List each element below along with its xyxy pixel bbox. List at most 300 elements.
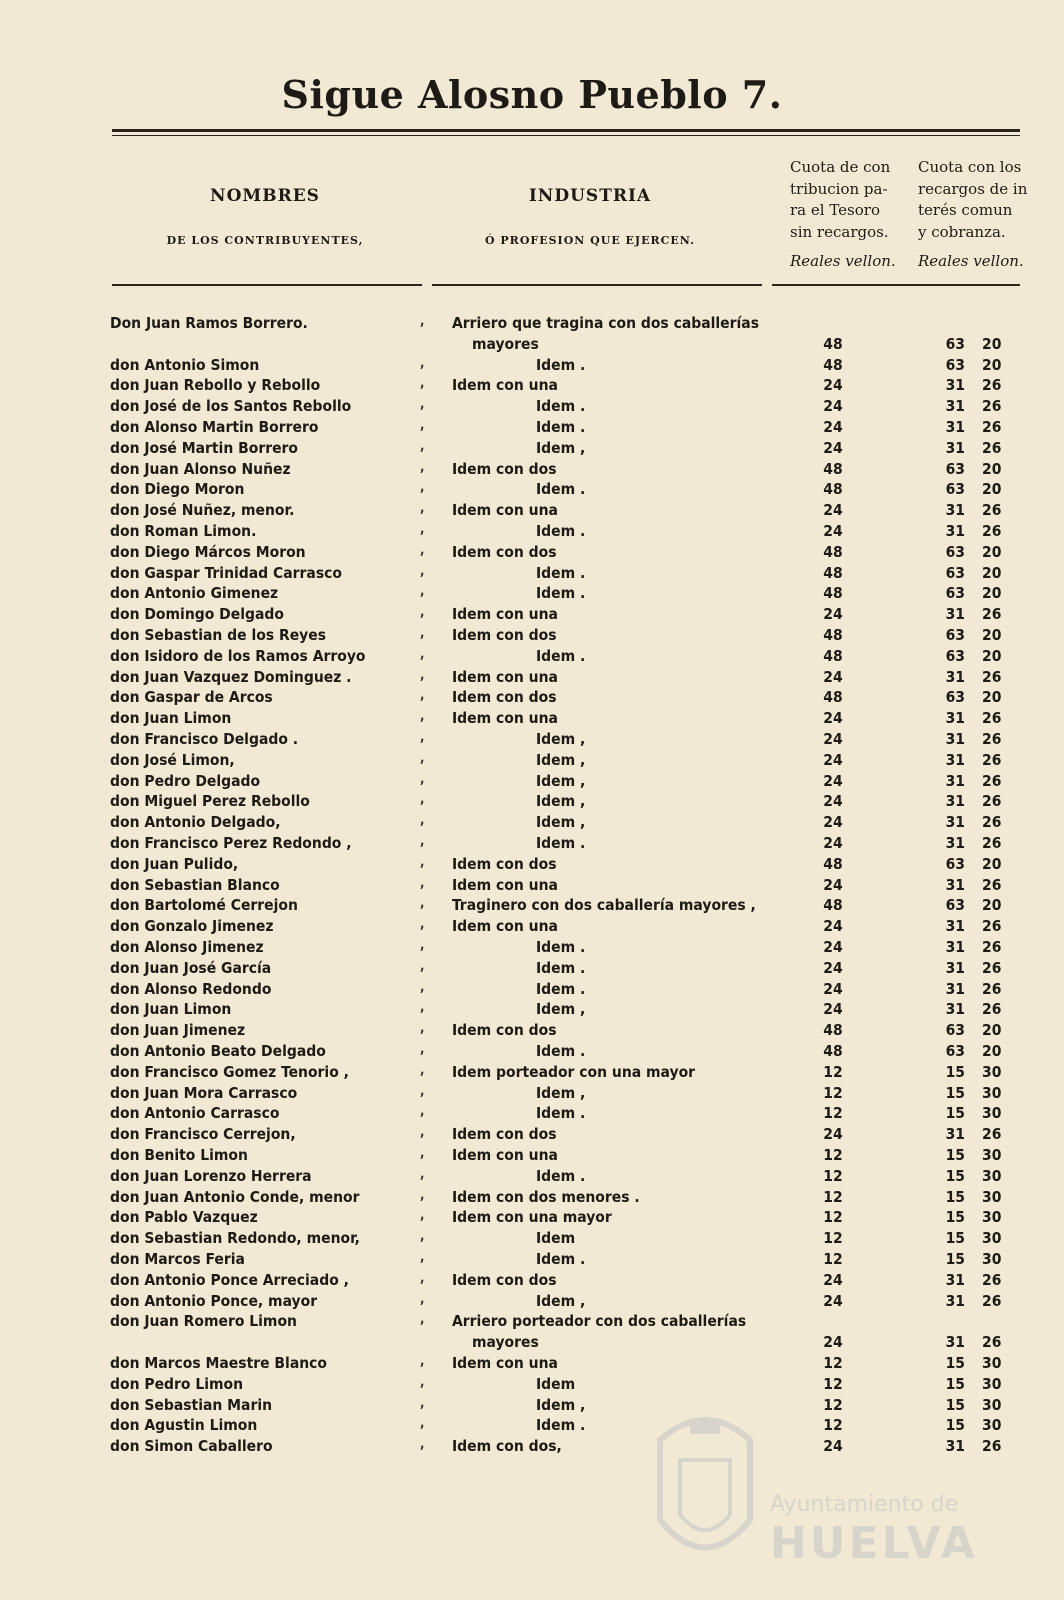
cuota-recargos-fraction: 20 bbox=[982, 1042, 1002, 1060]
industry-text: Idem con dos bbox=[452, 1021, 557, 1040]
table-row bbox=[0, 980, 1064, 1000]
separator-mark: , bbox=[420, 792, 425, 808]
table-row bbox=[0, 1354, 1064, 1374]
contributor-name: don Benito Limon bbox=[110, 1146, 248, 1164]
separator-mark: , bbox=[420, 1125, 425, 1141]
industry-text: Idem , bbox=[536, 750, 586, 769]
cuota-tesoro: 12 bbox=[823, 1083, 843, 1102]
separator-mark: , bbox=[420, 1000, 425, 1016]
industry-text: Idem con dos bbox=[452, 688, 557, 707]
separator-mark: , bbox=[420, 771, 425, 787]
contributor-name: don Antonio Ponce, mayor bbox=[110, 1291, 318, 1310]
industry-text: Idem . bbox=[536, 646, 586, 665]
cuota-recargos-reales: 31 bbox=[945, 605, 965, 624]
cuota-recargos-fraction: 26 bbox=[982, 397, 1002, 416]
cuota-recargos-reales: 63 bbox=[945, 1042, 965, 1060]
cuota-recargos-reales: 31 bbox=[945, 1125, 965, 1144]
separator-mark: , bbox=[420, 958, 425, 974]
cuota-tesoro: 48 bbox=[823, 334, 843, 353]
contributor-name: don Juan Antonio Conde, menor bbox=[110, 1187, 360, 1206]
cuota-tesoro: 24 bbox=[823, 834, 843, 852]
cuota-tesoro: 24 bbox=[823, 1291, 843, 1310]
cuota-recargos-fraction: 26 bbox=[982, 1270, 1002, 1289]
header-nombres-sub-label: DE LOS CONTRIBUYENTES, bbox=[166, 234, 364, 247]
industry-text: Idem con una bbox=[452, 1146, 558, 1164]
cuota-recargos-reales: 15 bbox=[945, 1104, 965, 1123]
cuota-tesoro: 24 bbox=[823, 501, 843, 520]
cuota-tesoro: 48 bbox=[823, 688, 843, 707]
cuota-recargos-fraction: 30 bbox=[982, 1187, 1002, 1206]
separator-mark: , bbox=[420, 459, 425, 475]
separator-mark: , bbox=[420, 750, 425, 766]
table-row bbox=[0, 813, 1064, 833]
cuota-tesoro: 48 bbox=[823, 646, 843, 665]
cuota-recargos-reales: 63 bbox=[945, 896, 965, 915]
contributor-name: don Sebastian Redondo, menor, bbox=[110, 1229, 360, 1248]
cuota-tesoro: 12 bbox=[823, 1395, 843, 1414]
cuota-recargos-fraction: 20 bbox=[982, 459, 1002, 478]
table-row bbox=[0, 1375, 1064, 1395]
industry-text: Idem . bbox=[536, 397, 586, 416]
industry-text: Idem bbox=[536, 1229, 576, 1248]
table-row bbox=[0, 1146, 1064, 1166]
cuota-tesoro: 24 bbox=[823, 771, 843, 790]
cuota-tesoro: 24 bbox=[823, 730, 843, 748]
cuota-recargos-fraction: 30 bbox=[982, 1395, 1002, 1414]
industry-text: Idem , bbox=[536, 792, 586, 811]
contributor-name: don José Limon, bbox=[110, 750, 235, 769]
industry-text: Idem . bbox=[536, 1104, 586, 1123]
cuota-recargos-reales: 31 bbox=[945, 438, 965, 457]
industry-text: Idem , bbox=[536, 771, 586, 790]
cuota-tesoro: 12 bbox=[823, 1208, 843, 1227]
industry-text: Idem . bbox=[536, 938, 586, 956]
cuota-tesoro: 24 bbox=[823, 376, 843, 395]
industry-text: Idem con dos bbox=[452, 1125, 557, 1144]
contributor-name: don Francisco Cerrejon, bbox=[110, 1125, 296, 1144]
cuota-recargos-reales: 63 bbox=[945, 626, 965, 644]
table-row bbox=[0, 460, 1064, 480]
cuota-tesoro: 24 bbox=[823, 418, 843, 436]
cuota-recargos-reales: 31 bbox=[945, 813, 965, 832]
contributor-name: don Marcos Maestre Blanco bbox=[110, 1354, 328, 1372]
contributor-name: don Pedro Delgado bbox=[110, 771, 261, 790]
separator-mark: , bbox=[420, 1395, 425, 1411]
separator-mark: , bbox=[420, 1187, 425, 1203]
separator-mark: , bbox=[420, 1416, 425, 1432]
contributor-name: don Juan Limon bbox=[110, 709, 232, 728]
cuota-recargos-fraction: 26 bbox=[982, 1125, 1002, 1144]
cuota-recargos-fraction: 26 bbox=[982, 730, 1002, 748]
cuota-tesoro: 12 bbox=[823, 1166, 843, 1185]
header-underline-nombres bbox=[112, 284, 422, 286]
table-row bbox=[0, 876, 1064, 896]
contributor-name: don Sebastian Blanco bbox=[110, 875, 280, 894]
industry-text: Idem con una bbox=[452, 875, 558, 894]
cuota-recargos-fraction: 26 bbox=[982, 958, 1002, 977]
header-industria-sub-label: Ó PROFESION QUE EJERCEN. bbox=[485, 234, 695, 247]
table-row bbox=[0, 605, 1064, 625]
industry-text: Idem con dos bbox=[452, 1270, 557, 1289]
cuota-tesoro: 12 bbox=[823, 1354, 843, 1372]
cuota-tesoro: 24 bbox=[823, 397, 843, 416]
separator-mark: , bbox=[420, 605, 425, 621]
contributor-name: don Alonso Martin Borrero bbox=[110, 418, 319, 436]
cuota-tesoro: 24 bbox=[823, 522, 843, 540]
contributor-name: don Simon Caballero bbox=[110, 1437, 273, 1456]
cuota-tesoro: 12 bbox=[823, 1062, 843, 1081]
cuota-recargos-reales: 31 bbox=[945, 979, 965, 998]
table-row bbox=[0, 1188, 1064, 1208]
cuota-recargos-reales: 31 bbox=[945, 938, 965, 956]
contributor-name: don Alonso Redondo bbox=[110, 979, 272, 998]
cuota-recargos-fraction: 26 bbox=[982, 792, 1002, 811]
contributor-name: don Antonio Gimenez bbox=[110, 584, 279, 603]
table-row-continuation bbox=[0, 1333, 1064, 1353]
contributor-name: don Domingo Delgado bbox=[110, 605, 284, 624]
cuota-recargos-reales: 31 bbox=[945, 771, 965, 790]
cuota-recargos-fraction: 26 bbox=[982, 522, 1002, 540]
cuota-recargos-reales: 15 bbox=[945, 1229, 965, 1248]
separator-mark: , bbox=[420, 1166, 425, 1182]
cuota-tesoro: 24 bbox=[823, 1125, 843, 1144]
contributor-name: don Diego Moron bbox=[110, 480, 245, 499]
industry-text: Idem . bbox=[536, 563, 586, 582]
cuota-recargos-reales: 31 bbox=[945, 834, 965, 852]
contributor-name: don Gaspar Trinidad Carrasco bbox=[110, 563, 342, 582]
industry-text: Traginero con dos caballería mayores , bbox=[452, 896, 756, 915]
cuota-recargos-fraction: 30 bbox=[982, 1146, 1002, 1164]
table-row bbox=[0, 668, 1064, 688]
contributor-name: don Diego Márcos Moron bbox=[110, 542, 306, 561]
contributor-name: don Antonio Carrasco bbox=[110, 1104, 280, 1123]
industry-text: Idem con dos bbox=[452, 626, 557, 644]
cuota-tesoro: 12 bbox=[823, 1146, 843, 1164]
separator-mark: , bbox=[420, 1146, 425, 1161]
table-row bbox=[0, 1271, 1064, 1291]
cuota-recargos-fraction: 30 bbox=[982, 1166, 1002, 1185]
cuota-tesoro: 24 bbox=[823, 792, 843, 811]
cuota-tesoro: 48 bbox=[823, 1042, 843, 1060]
cuota-tesoro: 24 bbox=[823, 813, 843, 832]
cuota-recargos-fraction: 26 bbox=[982, 771, 1002, 790]
watermark bbox=[650, 1400, 980, 1590]
industry-continuation: mayores bbox=[472, 1333, 539, 1352]
contributor-name: don Juan Vazquez Dominguez . bbox=[110, 667, 352, 686]
industry-text: Idem bbox=[536, 1374, 576, 1393]
contributor-name: don Pablo Vazquez bbox=[110, 1208, 258, 1227]
page-title: Sigue Alosno Pueblo 7. bbox=[281, 72, 783, 117]
industry-text: Idem , bbox=[536, 1000, 586, 1019]
header-units-1: Reales vellon. bbox=[790, 252, 896, 270]
separator-mark: , bbox=[420, 1354, 425, 1369]
cuota-tesoro: 24 bbox=[823, 605, 843, 624]
industry-text: Idem con dos, bbox=[452, 1437, 562, 1456]
separator-mark: , bbox=[420, 438, 425, 454]
cuota-recargos-fraction: 30 bbox=[982, 1208, 1002, 1227]
separator-mark: , bbox=[420, 938, 425, 953]
separator-mark: , bbox=[420, 563, 425, 579]
contributor-name: don Juan Romero Limon bbox=[110, 1312, 297, 1331]
industry-text: Idem con dos menores . bbox=[452, 1187, 640, 1206]
industry-text: Idem . bbox=[536, 1042, 586, 1060]
cuota-recargos-reales: 63 bbox=[945, 646, 965, 665]
separator-mark: , bbox=[420, 1062, 425, 1078]
cuota-recargos-reales: 31 bbox=[945, 1333, 965, 1352]
cuota-tesoro: 24 bbox=[823, 438, 843, 457]
industry-text: Idem , bbox=[536, 1395, 586, 1414]
cuota-tesoro: 24 bbox=[823, 750, 843, 769]
cuota-recargos-reales: 63 bbox=[945, 480, 965, 499]
cuota-recargos-fraction: 20 bbox=[982, 334, 1002, 353]
table-row bbox=[0, 917, 1064, 937]
table-row bbox=[0, 730, 1064, 750]
cuota-recargos-reales: 31 bbox=[945, 501, 965, 520]
contributor-name: don Sebastian Marin bbox=[110, 1395, 273, 1414]
separator-mark: , bbox=[420, 626, 425, 641]
table-row bbox=[0, 522, 1064, 542]
table-row bbox=[0, 834, 1064, 854]
cuota-recargos-fraction: 26 bbox=[982, 938, 1002, 956]
cuota-tesoro: 48 bbox=[823, 542, 843, 561]
watermark-line2: HUELVA bbox=[770, 1518, 978, 1569]
cuota-recargos-reales: 15 bbox=[945, 1146, 965, 1164]
industry-text: Idem , bbox=[536, 813, 586, 832]
table-row bbox=[0, 1104, 1064, 1124]
table-row bbox=[0, 626, 1064, 646]
industry-text: Idem , bbox=[536, 730, 586, 748]
cuota-tesoro: 24 bbox=[823, 1000, 843, 1019]
cuota-recargos-fraction: 30 bbox=[982, 1354, 1002, 1372]
table-row bbox=[0, 564, 1064, 584]
separator-mark: , bbox=[420, 1229, 425, 1245]
cuota-recargos-reales: 31 bbox=[945, 1291, 965, 1310]
table-row bbox=[0, 1125, 1064, 1145]
table-row bbox=[0, 688, 1064, 708]
industry-text: Idem . bbox=[536, 979, 586, 998]
cuota-recargos-fraction: 30 bbox=[982, 1416, 1002, 1435]
cuota-recargos-fraction: 26 bbox=[982, 501, 1002, 520]
cuota-recargos-fraction: 20 bbox=[982, 542, 1002, 561]
cuota-recargos-fraction: 30 bbox=[982, 1083, 1002, 1102]
cuota-recargos-reales: 31 bbox=[945, 792, 965, 811]
separator-mark: , bbox=[420, 1437, 425, 1453]
separator-mark: , bbox=[420, 1208, 425, 1224]
table-row bbox=[0, 896, 1064, 916]
industry-text: Idem . bbox=[536, 584, 586, 603]
table-row bbox=[0, 792, 1064, 812]
cuota-recargos-reales: 63 bbox=[945, 1021, 965, 1040]
cuota-tesoro: 12 bbox=[823, 1416, 843, 1435]
title-rule bbox=[112, 129, 1020, 132]
cuota-recargos-fraction: 20 bbox=[982, 646, 1002, 665]
table-row bbox=[0, 356, 1064, 376]
table-row bbox=[0, 1167, 1064, 1187]
cuota-recargos-reales: 15 bbox=[945, 1395, 965, 1414]
contributor-name: don Antonio Beato Delgado bbox=[110, 1042, 326, 1060]
cuota-tesoro: 48 bbox=[823, 480, 843, 499]
cuota-recargos-reales: 31 bbox=[945, 1270, 965, 1289]
industry-text: Idem con una mayor bbox=[452, 1208, 612, 1227]
contributor-name: don Francisco Gomez Tenorio , bbox=[110, 1062, 349, 1081]
separator-mark: , bbox=[420, 542, 425, 558]
table-row bbox=[0, 709, 1064, 729]
cuota-recargos-fraction: 26 bbox=[982, 1437, 1002, 1456]
separator-mark: , bbox=[420, 1042, 425, 1057]
cuota-recargos-fraction: 30 bbox=[982, 1229, 1002, 1248]
table-row bbox=[0, 1208, 1064, 1228]
watermark-line1: Ayuntamiento de bbox=[770, 1492, 959, 1517]
cuota-recargos-reales: 15 bbox=[945, 1354, 965, 1372]
cuota-tesoro: 12 bbox=[823, 1104, 843, 1123]
cuota-tesoro: 24 bbox=[823, 1437, 843, 1456]
cuota-tesoro: 24 bbox=[823, 979, 843, 998]
contributor-name: don Agustin Limon bbox=[110, 1416, 258, 1435]
industry-text: Idem con una bbox=[452, 1354, 558, 1372]
table-row bbox=[0, 1000, 1064, 1020]
cuota-recargos-fraction: 30 bbox=[982, 1374, 1002, 1393]
cuota-tesoro: 24 bbox=[823, 667, 843, 686]
industry-text: Idem con una bbox=[452, 667, 558, 686]
table-row bbox=[0, 1042, 1064, 1062]
separator-mark: , bbox=[420, 1270, 425, 1286]
table-row bbox=[0, 1063, 1064, 1083]
industry-text: Idem . bbox=[536, 480, 586, 499]
cuota-recargos-reales: 63 bbox=[945, 459, 965, 478]
cuota-recargos-fraction: 20 bbox=[982, 626, 1002, 644]
separator-mark: , bbox=[420, 854, 425, 870]
separator-mark: , bbox=[420, 834, 425, 849]
cuota-recargos-fraction: 26 bbox=[982, 709, 1002, 728]
table-row bbox=[0, 1084, 1064, 1104]
header-industria-label: INDUSTRIA bbox=[528, 186, 652, 206]
cuota-recargos-fraction: 20 bbox=[982, 584, 1002, 603]
cuota-recargos-fraction: 30 bbox=[982, 1104, 1002, 1123]
cuota-recargos-fraction: 26 bbox=[982, 750, 1002, 769]
cuota-recargos-fraction: 26 bbox=[982, 667, 1002, 686]
table-row bbox=[0, 647, 1064, 667]
separator-mark: , bbox=[420, 917, 425, 933]
separator-mark: , bbox=[420, 979, 425, 995]
cuota-tesoro: 48 bbox=[823, 896, 843, 915]
cuota-recargos-reales: 31 bbox=[945, 1437, 965, 1456]
industry-text: Idem . bbox=[536, 522, 586, 540]
header-cuota-tesoro: Cuota de con tribucion pa- ra el Tesoro sin recargos. bbox=[790, 158, 891, 241]
separator-mark: , bbox=[420, 376, 425, 392]
cuota-recargos-reales: 31 bbox=[945, 418, 965, 436]
separator-mark: , bbox=[420, 1374, 425, 1390]
industry-text: Idem con una bbox=[452, 501, 558, 520]
contributor-name: don Alonso Jimenez bbox=[110, 938, 264, 956]
separator-mark: , bbox=[420, 1083, 425, 1099]
cuota-tesoro: 24 bbox=[823, 1333, 843, 1352]
industry-text: Idem , bbox=[536, 438, 586, 457]
cuota-recargos-reales: 15 bbox=[945, 1374, 965, 1393]
header-nombres-label: NOMBRES bbox=[210, 186, 320, 206]
cuota-recargos-reales: 31 bbox=[945, 875, 965, 894]
table-row bbox=[0, 751, 1064, 771]
cuota-recargos-reales: 63 bbox=[945, 563, 965, 582]
cuota-tesoro: 48 bbox=[823, 854, 843, 873]
header-nombres bbox=[110, 186, 420, 206]
contributor-name: don Juan José García bbox=[110, 958, 272, 977]
contributor-name: don Juan Rebollo y Rebollo bbox=[110, 376, 321, 395]
separator-mark: , bbox=[420, 896, 425, 912]
cuota-recargos-fraction: 20 bbox=[982, 896, 1002, 915]
table-row bbox=[0, 855, 1064, 875]
contributor-name: don Antonio Ponce Arreciado , bbox=[110, 1270, 349, 1289]
contributor-name: don Gonzalo Jimenez bbox=[110, 917, 274, 936]
contributor-name: don Antonio Delgado, bbox=[110, 813, 281, 832]
cuota-recargos-reales: 63 bbox=[945, 584, 965, 603]
table-row bbox=[0, 1312, 1064, 1332]
cuota-tesoro: 24 bbox=[823, 875, 843, 894]
contributor-name: don Isidoro de los Ramos Arroyo bbox=[110, 646, 366, 665]
cuota-tesoro: 12 bbox=[823, 1229, 843, 1248]
cuota-tesoro: 12 bbox=[823, 1187, 843, 1206]
cuota-recargos-reales: 31 bbox=[945, 750, 965, 769]
cuota-recargos-fraction: 26 bbox=[982, 917, 1002, 936]
industry-text: Idem . bbox=[536, 1250, 586, 1268]
table-row bbox=[0, 1292, 1064, 1312]
contributor-name: don Miguel Perez Rebollo bbox=[110, 792, 310, 811]
industry-text: Idem , bbox=[536, 1291, 586, 1310]
cuota-tesoro: 48 bbox=[823, 459, 843, 478]
contributor-name: don Bartolomé Cerrejon bbox=[110, 896, 298, 915]
cuota-recargos-reales: 31 bbox=[945, 730, 965, 748]
table-row bbox=[0, 543, 1064, 563]
separator-mark: , bbox=[420, 730, 425, 745]
industry-text: Idem . bbox=[536, 418, 586, 436]
cuota-recargos-fraction: 30 bbox=[982, 1062, 1002, 1081]
cuota-recargos-reales: 15 bbox=[945, 1208, 965, 1227]
title-rule-thin bbox=[112, 135, 1020, 136]
cuota-recargos-fraction: 26 bbox=[982, 376, 1002, 395]
cuota-recargos-reales: 63 bbox=[945, 334, 965, 353]
cuota-tesoro: 12 bbox=[823, 1250, 843, 1268]
header-industria-sub bbox=[430, 234, 750, 247]
industry-text: Idem con dos bbox=[452, 542, 557, 561]
cuota-tesoro: 48 bbox=[823, 563, 843, 582]
cuota-recargos-fraction: 20 bbox=[982, 1021, 1002, 1040]
contributor-name: don José de los Santos Rebollo bbox=[110, 397, 352, 416]
contributor-name: don Juan Mora Carrasco bbox=[110, 1083, 298, 1102]
contributor-name: don Antonio Simon bbox=[110, 355, 260, 374]
contributor-name: don Roman Limon. bbox=[110, 522, 257, 540]
contributor-name: don José Martin Borrero bbox=[110, 438, 299, 457]
cuota-recargos-fraction: 30 bbox=[982, 1250, 1002, 1268]
separator-mark: , bbox=[420, 584, 425, 600]
header-nombres-sub bbox=[110, 234, 420, 247]
contributor-name: Don Juan Ramos Borrero. bbox=[110, 314, 308, 332]
separator-mark: , bbox=[420, 709, 425, 725]
industry-text: Idem . bbox=[536, 1166, 586, 1185]
industry-text: Idem con una bbox=[452, 709, 558, 728]
industry-text: Idem . bbox=[536, 355, 586, 374]
cuota-recargos-reales: 31 bbox=[945, 376, 965, 395]
cuota-tesoro: 48 bbox=[823, 584, 843, 603]
cuota-recargos-fraction: 26 bbox=[982, 875, 1002, 894]
crest-icon bbox=[650, 1400, 760, 1580]
cuota-recargos-fraction: 26 bbox=[982, 418, 1002, 436]
separator-mark: , bbox=[420, 1104, 425, 1120]
industry-text: Idem porteador con una mayor bbox=[452, 1062, 696, 1081]
cuota-recargos-reales: 31 bbox=[945, 397, 965, 416]
header-units-2: Reales vellon. bbox=[918, 252, 1024, 270]
header-underline-cuotas bbox=[772, 284, 1020, 286]
industry-text: Idem con una bbox=[452, 605, 558, 624]
header-underline-industria bbox=[432, 284, 762, 286]
